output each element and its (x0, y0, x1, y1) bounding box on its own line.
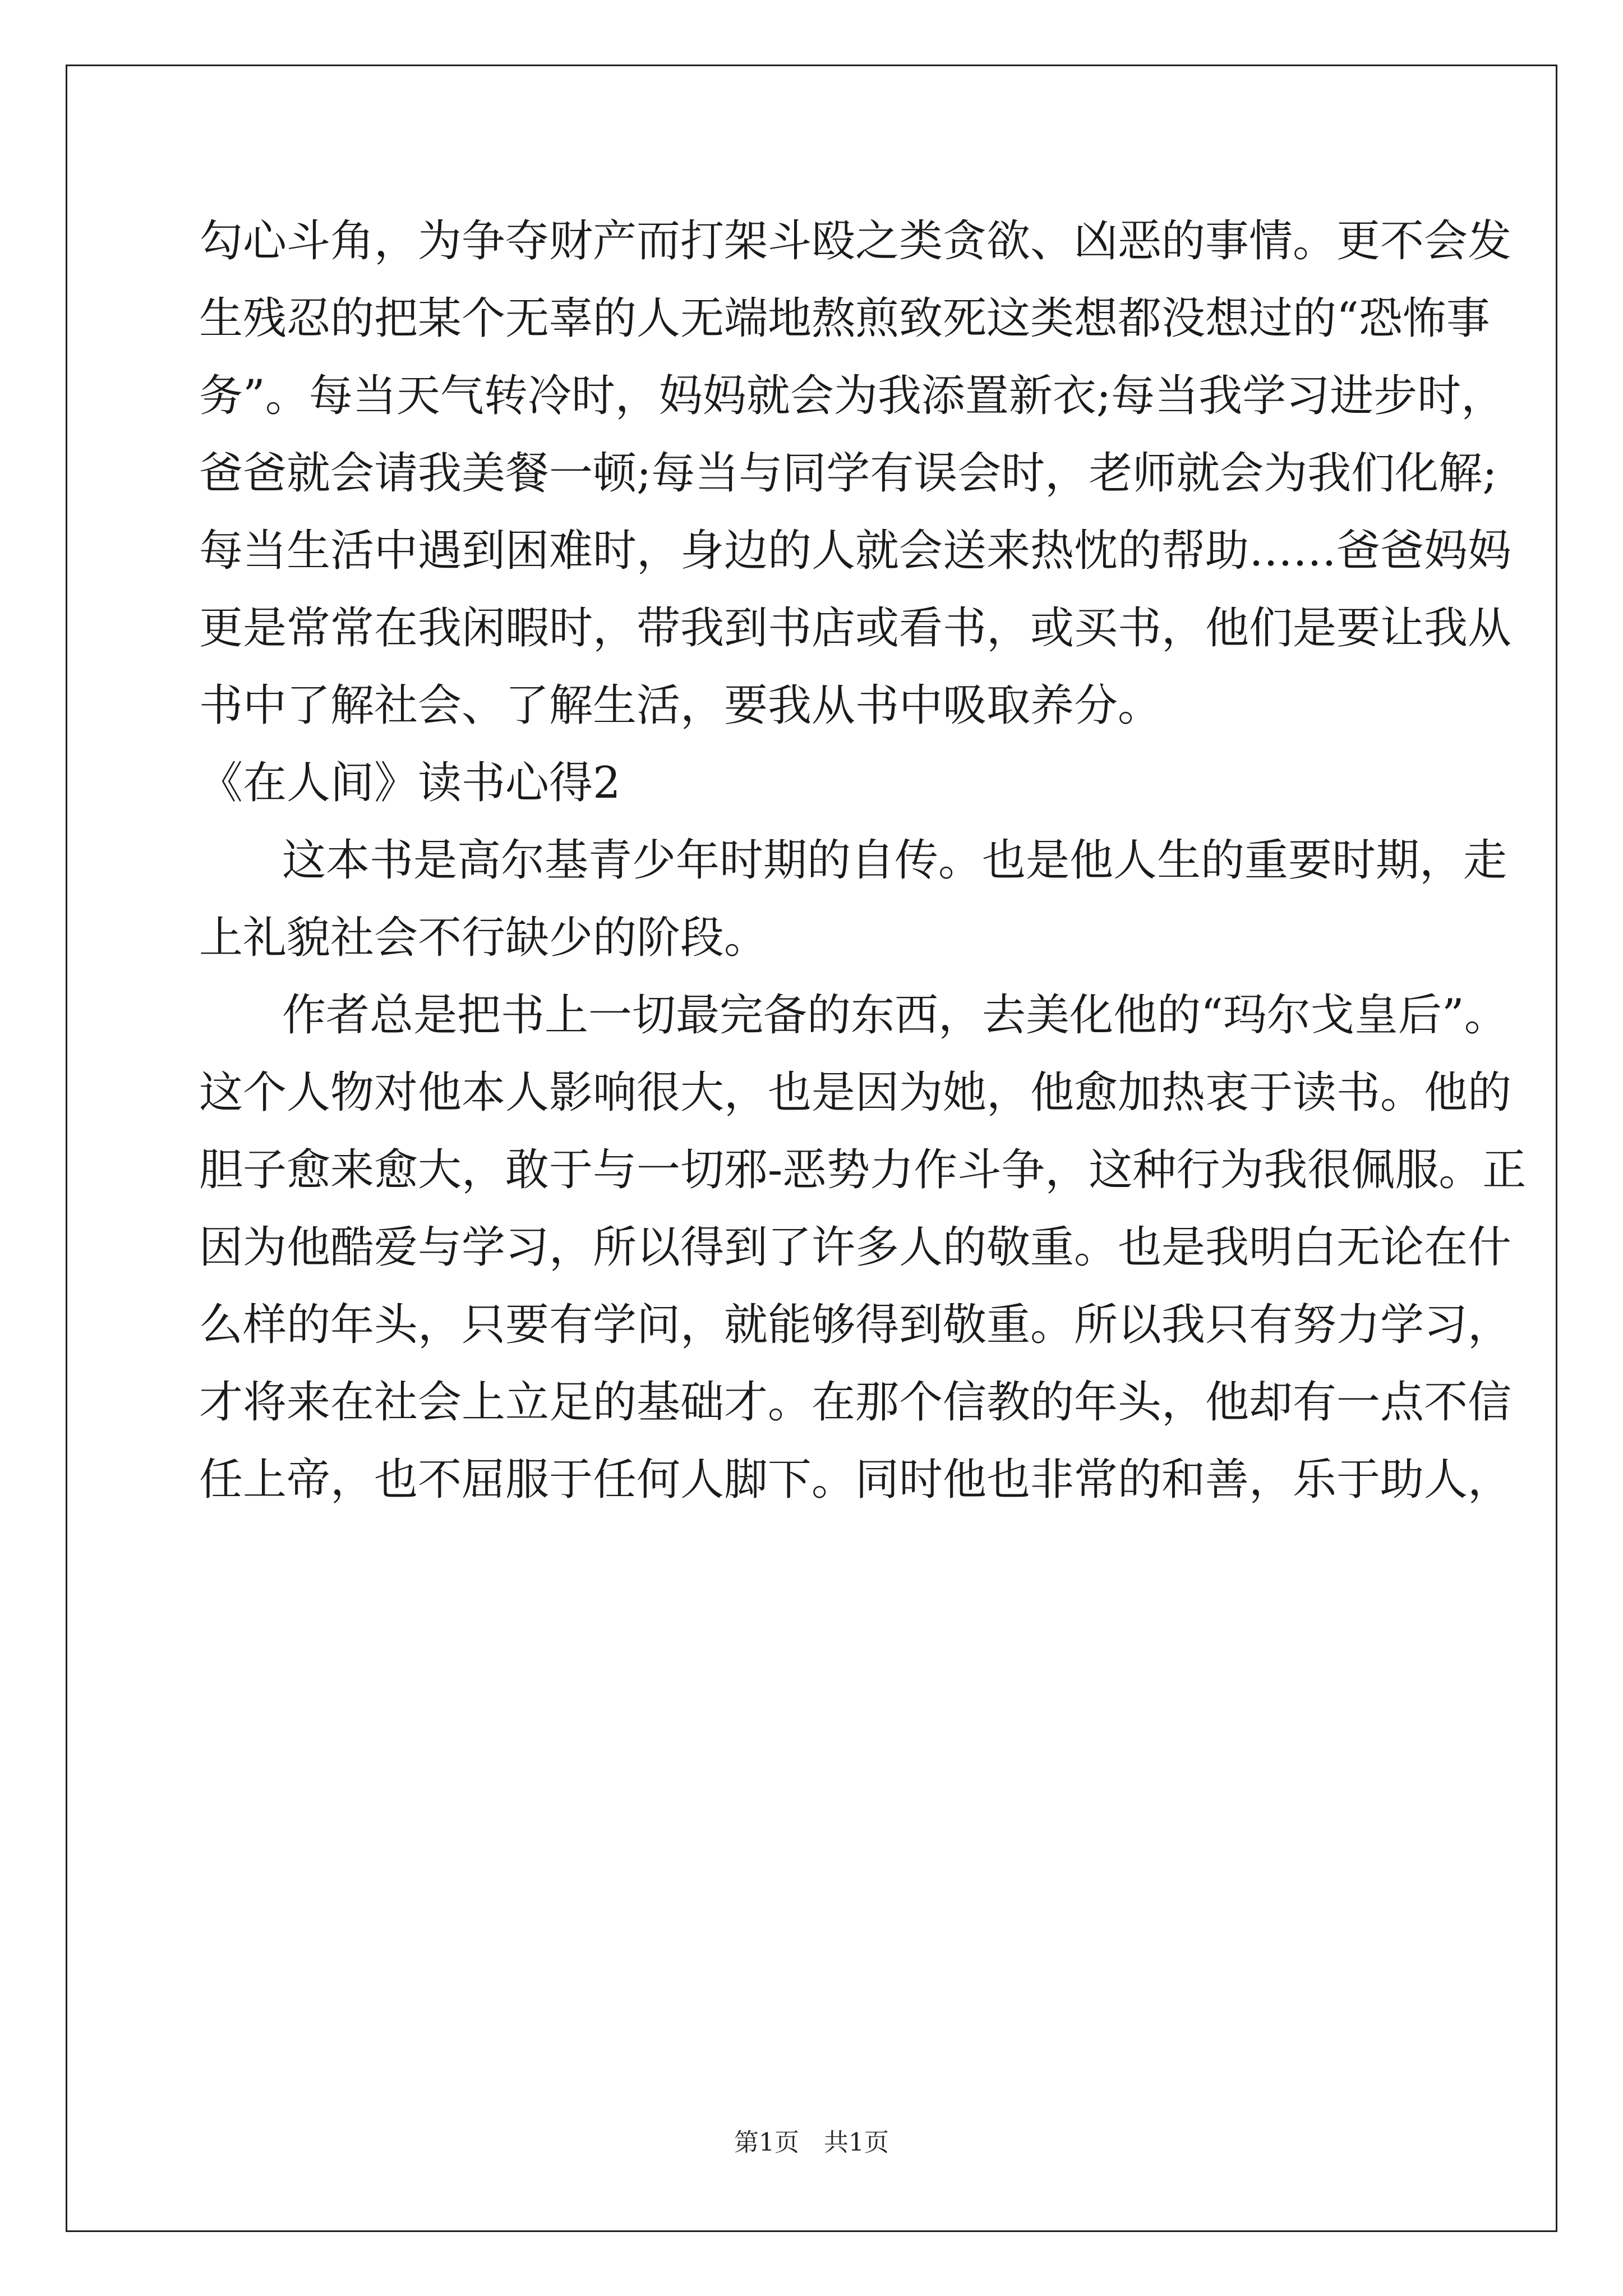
text-line: 每当生活中遇到困难时，身边的人就会送来热忱的帮助……爸爸妈妈 (199, 526, 1512, 576)
text-line: 这个人物对他本人影响很大，也是因为她，他愈加热衷于读书。他的 (199, 1068, 1512, 1118)
section-heading: 《在人间》读书心得2 (199, 758, 621, 808)
text-line: 才将来在社会上立足的基础才。在那个信教的年头，他却有一点不信 (199, 1377, 1512, 1428)
text-line: 因为他酷爱与学习，所以得到了许多人的敬重。也是我明白无论在什 (199, 1222, 1512, 1273)
text-line: 更是常常在我闲暇时，带我到书店或看书，或买书，他们是要让我从 (199, 603, 1512, 654)
text-line: 爸爸就会请我美餐一顿;每当与同学有误会时，老师就会为我们化解; (199, 448, 1497, 499)
paragraph-first-line: 这本书是高尔基青少年时期的自传。也是他人生的重要时期，走 (282, 835, 1507, 886)
paragraph-first-line: 作者总是把书上一切最完备的东西，去美化他的“玛尔戈皇后”。 (282, 990, 1508, 1041)
text-line: 任上帝，也不屈服于任何人脚下。同时他也非常的和善，乐于助人， (199, 1455, 1512, 1505)
text-line: 务”。每当天气转冷时，妈妈就会为我添置新衣;每当我学习进步时， (199, 371, 1505, 421)
text-line: 么样的年头，只要有学问，就能够得到敬重。所以我只有努力学习， (199, 1300, 1512, 1350)
text-line: 勾心斗角，为争夺财产而打架斗殴之类贪欲、凶恶的事情。更不会发 (199, 216, 1512, 266)
text-line: 书中了解社会、了解生活，要我从书中吸取养分。 (199, 680, 1162, 731)
page-number-footer: 第1页 共1页 (734, 2128, 889, 2157)
text-line: 上礼貌社会不行缺少的阶段。 (199, 913, 768, 963)
text-line: 胆子愈来愈大，敢于与一切邪-恶势力作斗争，这种行为我很佩服。正 (199, 1145, 1527, 1195)
text-line: 生残忍的把某个无辜的人无端地熬煎致死这类想都没想过的“恐怖事 (199, 293, 1490, 344)
